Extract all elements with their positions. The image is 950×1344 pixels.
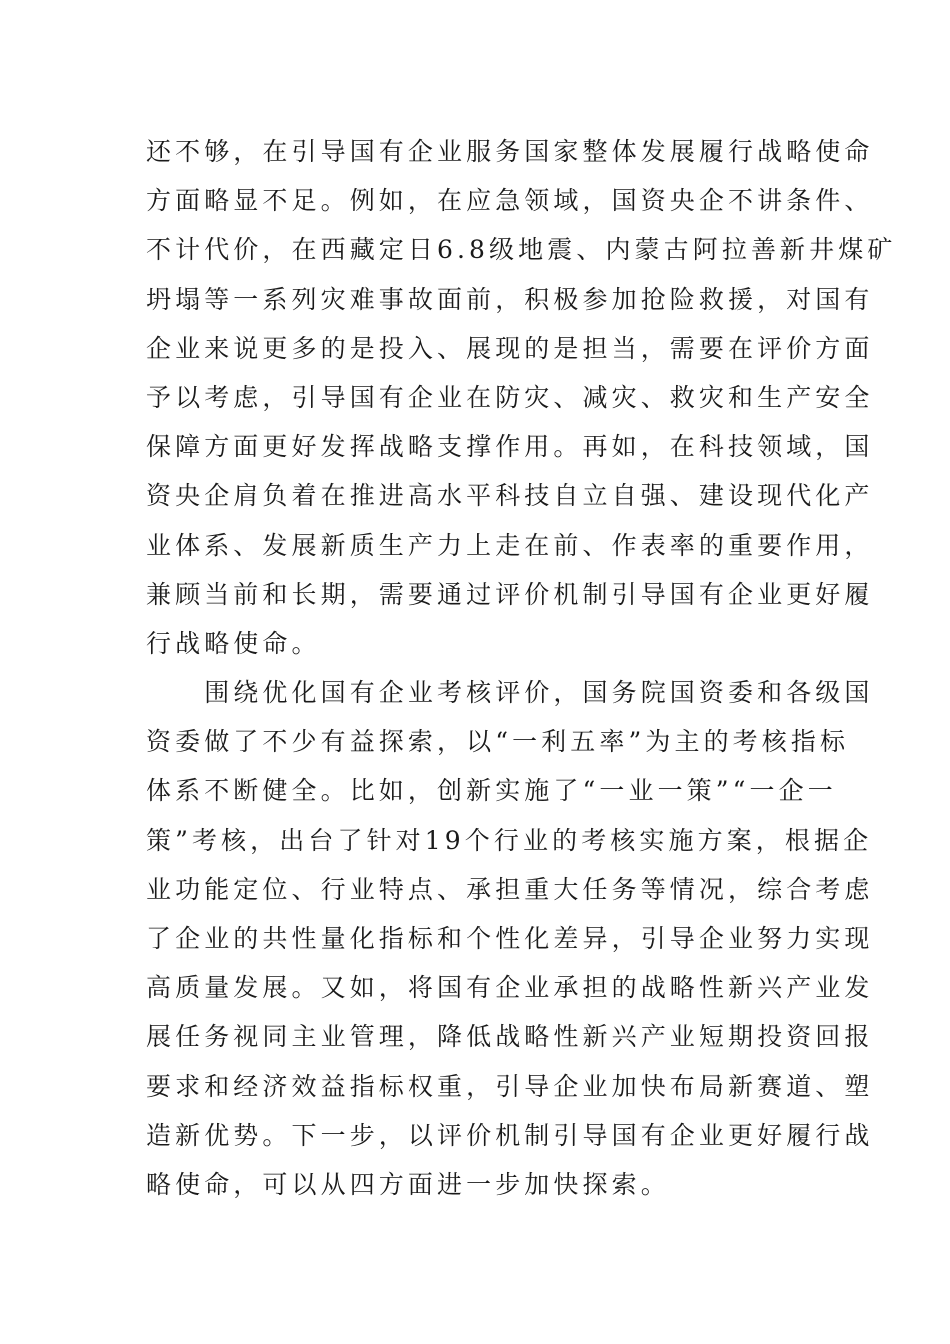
- text-line: 方面略显不足。例如，在应急领域，国资央企不讲条件、: [146, 186, 874, 216]
- text-line: 造新优势。下一步，以评价机制引导国有企业更好履行战: [146, 1120, 874, 1150]
- text-line: 业功能定位、行业特点、承担重大任务等情况，综合考虑: [146, 874, 874, 904]
- text-line: 还不够，在引导国有企业服务国家整体发展履行战略使命: [146, 137, 874, 166]
- text-line: 行战略使命。: [146, 628, 321, 658]
- text-line: 兼顾当前和长期，需要通过评价机制引导国有企业更好履: [146, 579, 874, 609]
- text-line: 策”考核，出台了针对19个行业的考核实施方案，根据企: [146, 825, 873, 855]
- text-line: 保障方面更好发挥战略支撑作用。再如，在科技领域，国: [146, 432, 874, 462]
- text-line: 围绕优化国有企业考核评价，国务院国资委和各级国: [146, 678, 874, 708]
- text-line: 坍塌等一系列灾难事故面前，积极参加抢险救援，对国有: [146, 284, 874, 314]
- text-line: 业体系、发展新质生产力上走在前、作表率的重要作用，: [146, 530, 874, 560]
- text-line: 体系不断健全。比如，创新实施了“一业一策”“一企一: [146, 776, 837, 806]
- text-line: 略使命，可以从四方面进一步加快探索。: [146, 1169, 670, 1199]
- text-line: 不计代价，在西藏定日6.8级地震、内蒙古阿拉善新井煤矿: [146, 235, 897, 265]
- text-line: 予以考虑，引导国有企业在防灾、减灾、救灾和生产安全: [146, 382, 874, 412]
- body-text: [146, 127, 897, 1209]
- text-line: 企业来说更多的是投入、展现的是担当，需要在评价方面: [146, 333, 874, 363]
- text-line: 了企业的共性量化指标和个性化差异，引导企业努力实现: [146, 924, 874, 953]
- text-line: 要求和经济效益指标权重，引导企业加快布局新赛道、塑: [146, 1071, 874, 1101]
- text-line: 高质量发展。又如，将国有企业承担的战略性新兴产业发: [146, 973, 874, 1003]
- text-line: 展任务视同主业管理，降低战略性新兴产业短期投资回报: [146, 1022, 874, 1052]
- text-line: 资央企肩负着在推进高水平科技自立自强、建设现代化产: [146, 481, 874, 511]
- text-line: 资委做了不少有益探索，以“一利五率”为主的考核指标: [146, 727, 850, 757]
